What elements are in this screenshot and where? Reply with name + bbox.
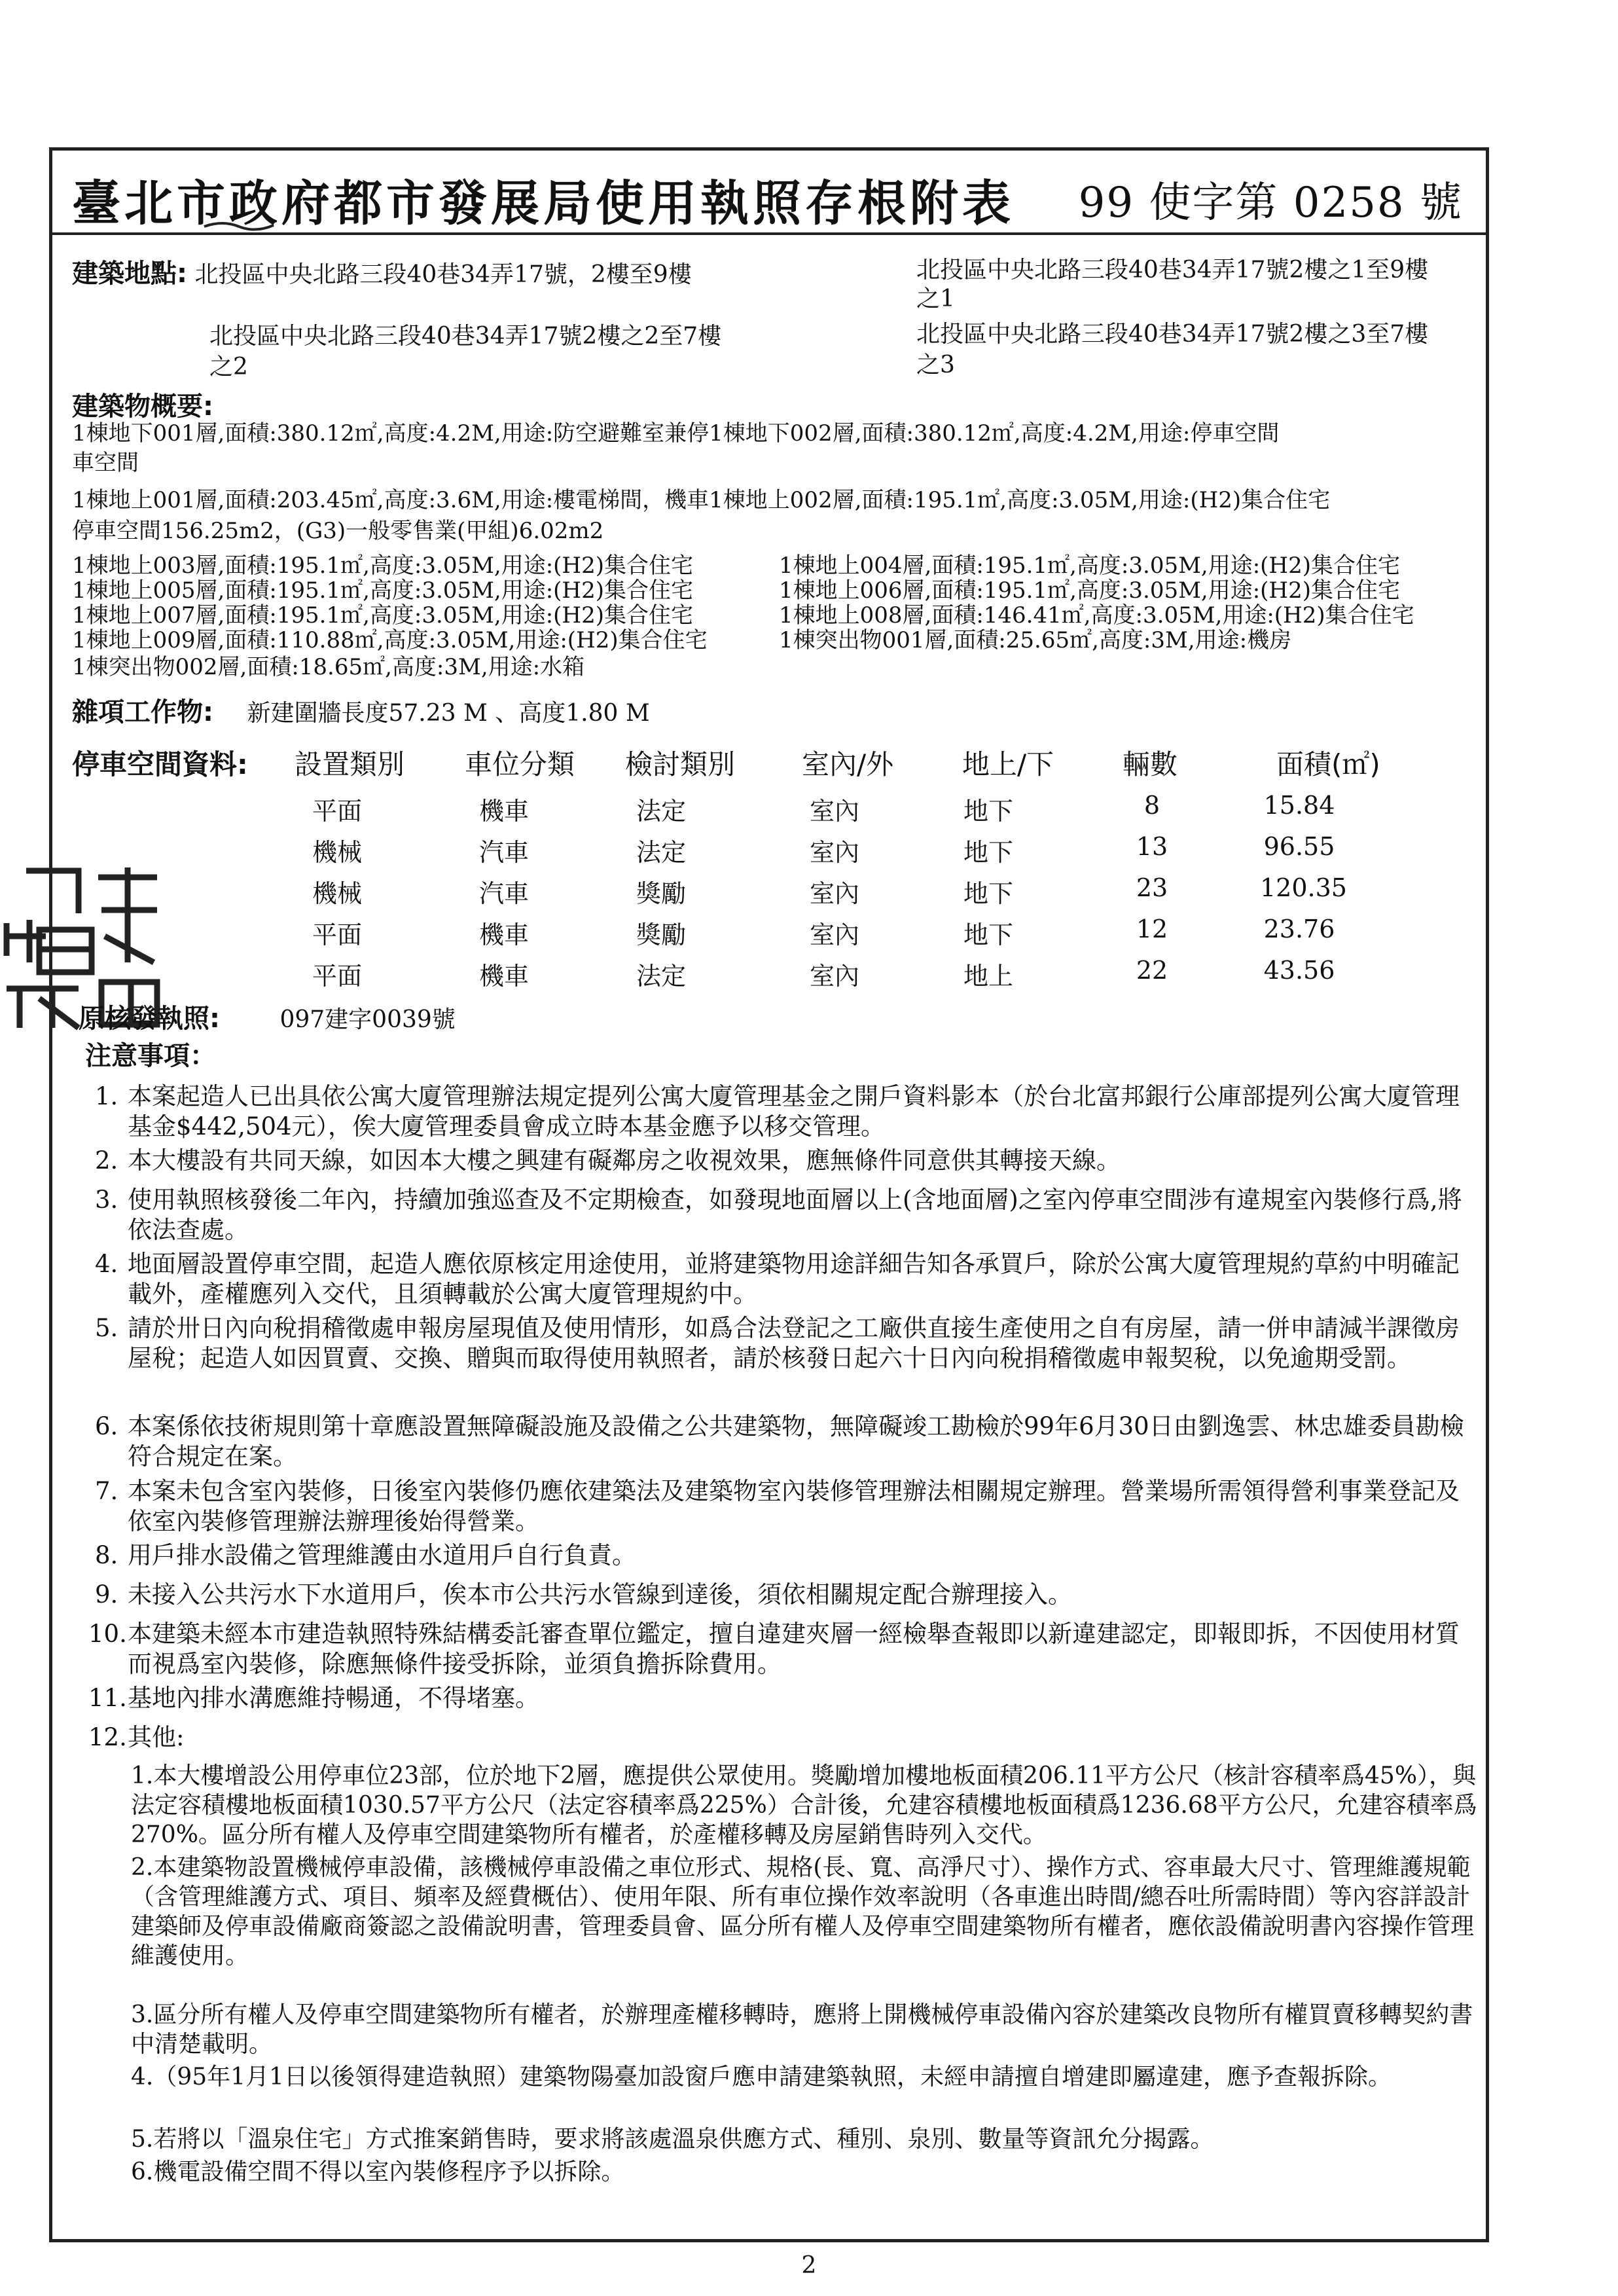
col-header-level: 地上/下 (962, 748, 1054, 780)
parking-cell-category: 機車 (478, 920, 529, 949)
parking-cell-level: 地下 (963, 838, 1013, 867)
parking-cell-count: 23 (1136, 873, 1168, 902)
permit-number: 99 使字第 0258 號 (1078, 179, 1463, 227)
parking-cell-count: 13 (1136, 832, 1168, 861)
parking-cell-indoor: 室內 (809, 962, 859, 991)
address-3-line2: 之2 (209, 354, 248, 380)
note-7: 7. 本案未包含室內裝修，日後室內裝修仍應依建築法及建築物室內裝修管理辦法相關規定辦理。營業場所需領得營利事業登記及依室內裝修管理辦法辦理後始得營業。 (95, 1477, 1460, 1535)
overview-f5: 1棟地上005層,面積:195.1㎡,高度:3.05M,用途:(H2)集合住宅 (72, 577, 693, 604)
note-12-sub-3: 3.區分所有權人及停車空間建築物所有權者，於辦理產權移轉時，應將上開機械停車設備內容於建築改良物所有權買賣移轉契約書中清楚載明。 (131, 2001, 1473, 2058)
note-12-sub-6: 6.機電設備空間不得以室內裝修程序予以拆除。 (131, 2159, 625, 2185)
note-2: 2. 本大樓設有共同天線，如因本大樓之興建有礙鄰房之收視效果，應無條件同意供其轉接天線。 (95, 1146, 1121, 1175)
col-header-category: 車位分類 (465, 748, 575, 780)
overview-f1b: 停車空間156.25m2，(G3)一般零售業(甲組)6.02m2 (72, 518, 604, 544)
address-2-line2: 之1 (916, 285, 955, 312)
address-1: 北投區中央北路三段40巷34弄17號，2樓至9樓 (194, 261, 692, 288)
address-3-line1: 北投區中央北路三段40巷34弄17號2樓之2至7樓 (209, 323, 722, 350)
misc-label: 雜項工作物: (72, 697, 213, 727)
overview-r2: 1棟突出物002層,面積:18.65㎡,高度:3M,用途:水箱 (72, 654, 585, 680)
note-3: 3. 使用執照核發後二年內，持續加強巡查及不定期檢查，如發現地面層以上(含地面層)之室內停車空間涉有違規室內裝修行爲,將依法查處。 (95, 1186, 1462, 1244)
parking-cell-indoor: 室內 (809, 838, 859, 867)
parking-cell-level: 地下 (963, 797, 1013, 826)
col-header-area: 面積(㎡) (1276, 748, 1380, 780)
note-11: 11. 基地內排水溝應維持暢通，不得堵塞。 (88, 1684, 539, 1712)
parking-cell-type: 平面 (312, 920, 362, 949)
overview-b1: 1棟地下001層,面積:380.12㎡,高度:4.2M,用途:防空避難室兼停1棟地下002層,面積:380.12㎡,高度:4.2M,用途:停車空間 (72, 420, 1280, 446)
overview-f3: 1棟地上003層,面積:195.1㎡,高度:3.05M,用途:(H2)集合住宅 (72, 553, 693, 579)
parking-cell-count: 22 (1136, 956, 1168, 985)
parking-cell-type: 平面 (312, 962, 362, 991)
overview-f4: 1棟地上004層,面積:195.1㎡,高度:3.05M,用途:(H2)集合住宅 (779, 553, 1400, 579)
note-4: 4. 地面層設置停車空間，起造人應依原核定用途使用，並將建築物用途詳細告知各承買戶，除於公寓大廈管理規約草約中明確記載外，產權應列入交代，且須轉載於公寓大廈管理規約中。 (95, 1250, 1460, 1308)
col-header-review: 檢討類別 (625, 748, 736, 780)
col-header-indoor: 室內/外 (802, 748, 894, 780)
parking-cell-level: 地上 (963, 962, 1013, 991)
col-header-type: 設置類別 (295, 748, 405, 780)
address-2-line1: 北投區中央北路三段40巷34弄17號2樓之1至9樓 (916, 257, 1429, 283)
parking-cell-indoor: 室內 (809, 920, 859, 949)
location-row (72, 259, 692, 289)
parking-cell-area: 96.55 (1263, 832, 1335, 861)
overview-b1b: 車空間 (72, 450, 139, 476)
address-4-line2: 之3 (916, 352, 955, 378)
overview-f9: 1棟地上009層,面積:110.88㎡,高度:3.05M,用途:(H2)集合住宅 (72, 627, 708, 653)
overview-f6: 1棟地上006層,面積:195.1㎡,高度:3.05M,用途:(H2)集合住宅 (779, 577, 1400, 604)
parking-cell-category: 汽車 (478, 838, 529, 867)
parking-cell-count: 8 (1143, 791, 1160, 820)
note-12-sub-5: 5.若將以「溫泉住宅」方式推案銷售時，要求將該處溫泉供應方式、種別、泉別、數量等資訊允分揭露。 (131, 2126, 1214, 2153)
location-label: 建築地點: (72, 259, 187, 289)
note-12: 12. 其他: (88, 1723, 185, 1751)
notes-label: 注意事項： (85, 1041, 216, 1071)
parking-cell-area: 15.84 (1263, 791, 1335, 820)
parking-cell-type: 機械 (312, 879, 362, 908)
overview-label: 建築物概要: (72, 392, 213, 422)
page-title: 臺北市政府都市發展局使用執照存根附表 (72, 175, 1015, 232)
parking-cell-level: 地下 (963, 920, 1013, 949)
parking-cell-type: 機械 (312, 838, 362, 867)
parking-label: 停車空間資料: (72, 748, 248, 780)
note-6: 6. 本案係依技術規則第十章應設置無障礙設施及設備之公共建築物，無障礙竣工勘檢於99年6月30日由劉逸雲、林忠雄委員勘檢符合規定在案。 (95, 1412, 1464, 1470)
parking-cell-review: 獎勵 (636, 879, 686, 908)
overview-f7: 1棟地上007層,面積:195.1㎡,高度:3.05M,用途:(H2)集合住宅 (72, 602, 693, 629)
parking-cell-area: 120.35 (1260, 873, 1347, 902)
note-1: 1. 本案起造人已出具依公寓大廈管理辦法規定提列公寓大廈管理基金之開戶資料影本（於台北富邦銀行公庫部提列公寓大廈管理基金$442,504元），俟大廈管理委員會成立時本基金應予以移交管理。 (95, 1082, 1460, 1140)
original-license-value: 097建字0039號 (279, 1006, 456, 1033)
parking-cell-review: 獎勵 (636, 920, 686, 949)
parking-cell-type: 平面 (312, 797, 362, 826)
note-8: 8. 用戶排水設備之管理維護由水道用戶自行負責。 (95, 1541, 636, 1569)
parking-cell-count: 12 (1136, 915, 1168, 943)
note-12-sub-4: 4.（95年1月1日以後領得建造執照）建築物陽臺加設窗戶應申請建築執照，未經申請擅自增建即屬違建，應予查報拆除。 (131, 2064, 1392, 2090)
parking-cell-category: 汽車 (478, 879, 529, 908)
overview-r1: 1棟突出物001層,面積:25.65㎡,高度:3M,用途:機房 (779, 627, 1292, 653)
parking-cell-indoor: 室內 (809, 879, 859, 908)
original-license-label: 原核發執照: (79, 1004, 220, 1034)
parking-cell-category: 機車 (478, 962, 529, 991)
misc-text: 新建圍牆長度57.23 M 、高度1.80 M (247, 700, 650, 727)
note-10: 10. 本建築未經本市建造執照特殊結構委託審查單位鑑定，擅自違建夾層一經檢舉查報即以新違建認定，即報即拆，不因使用材質而視爲室內裝修，除應無條件接受拆除，並須負擔拆除費用。 (88, 1620, 1460, 1678)
note-12-sub-2: 2.本建築物設置機械停車設備，該機械停車設備之車位形式、規格(長、寬、高淨尺寸）、操作方式、容車最大尺寸、管理維護規範（含管理維護方式、項目、頻率及經費概估）、使用年限、所有車位操作效率說明（各車進出時間/總吞吐所需時間）等內容詳設計建築師及停車設備廠商簽認之設備說明書，管理委員會、區分所有權人及停車空間建築物所有權者，應依設備說明書內容操作管理維護使用。 (131, 1854, 1475, 1969)
note-9: 9. 未接入公共污水下水道用戶，俟本市公共污水管線到達後，須依相關規定配合辦理接入。 (95, 1580, 1072, 1609)
original-license-row (79, 1004, 456, 1034)
handwritten-underline-mark (203, 220, 275, 232)
parking-cell-indoor: 室內 (809, 797, 859, 826)
overview-f8: 1棟地上008層,面積:146.41㎡,高度:3.05M,用途:(H2)集合住宅 (779, 602, 1414, 629)
parking-cell-review: 法定 (636, 797, 686, 826)
parking-cell-level: 地下 (963, 879, 1013, 908)
address-4-line1: 北投區中央北路三段40巷34弄17號2樓之3至7樓 (916, 321, 1429, 348)
note-12-sub-1: 1.本大樓增設公用停車位23部，位於地下2層，應提供公眾使用。獎勵增加樓地板面積206.11平方公尺（核計容積率爲45%），與法定容積樓地板面積1030.57平方公尺（法定容積率爲225%）合計後，允建容積樓地板面積爲1236.68平方公尺，允建容積率爲270%。區分所有權人及停車空間建築物所有權者，於產權移轉及房屋銷售時列入交代。 (131, 1762, 1477, 1848)
page-number: 2 (801, 2252, 817, 2279)
overview-f1: 1棟地上001層,面積:203.45㎡,高度:3.6M,用途:樓電梯間，機車1棟地上002層,面積:195.1㎡,高度:3.05M,用途:(H2)集合住宅 (72, 487, 1331, 513)
parking-cell-category: 機車 (478, 797, 529, 826)
parking-cell-review: 法定 (636, 838, 686, 867)
misc-row (72, 697, 650, 727)
parking-cell-review: 法定 (636, 962, 686, 991)
parking-cell-area: 23.76 (1263, 915, 1335, 943)
col-header-count: 輛數 (1123, 748, 1178, 780)
parking-cell-area: 43.56 (1263, 956, 1335, 985)
note-5: 5. 請於卅日內向稅捐稽徵處申報房屋現值及使用情形，如爲合法登記之工廠供直接生產使用之自有房屋，請一併申請減半課徵房屋稅；起造人如因買賣、交換、贈與而取得使用執照者，請於核發日起六十日內向稅捐稽徵處申報契稅，以免逾期受罰。 (95, 1314, 1460, 1372)
